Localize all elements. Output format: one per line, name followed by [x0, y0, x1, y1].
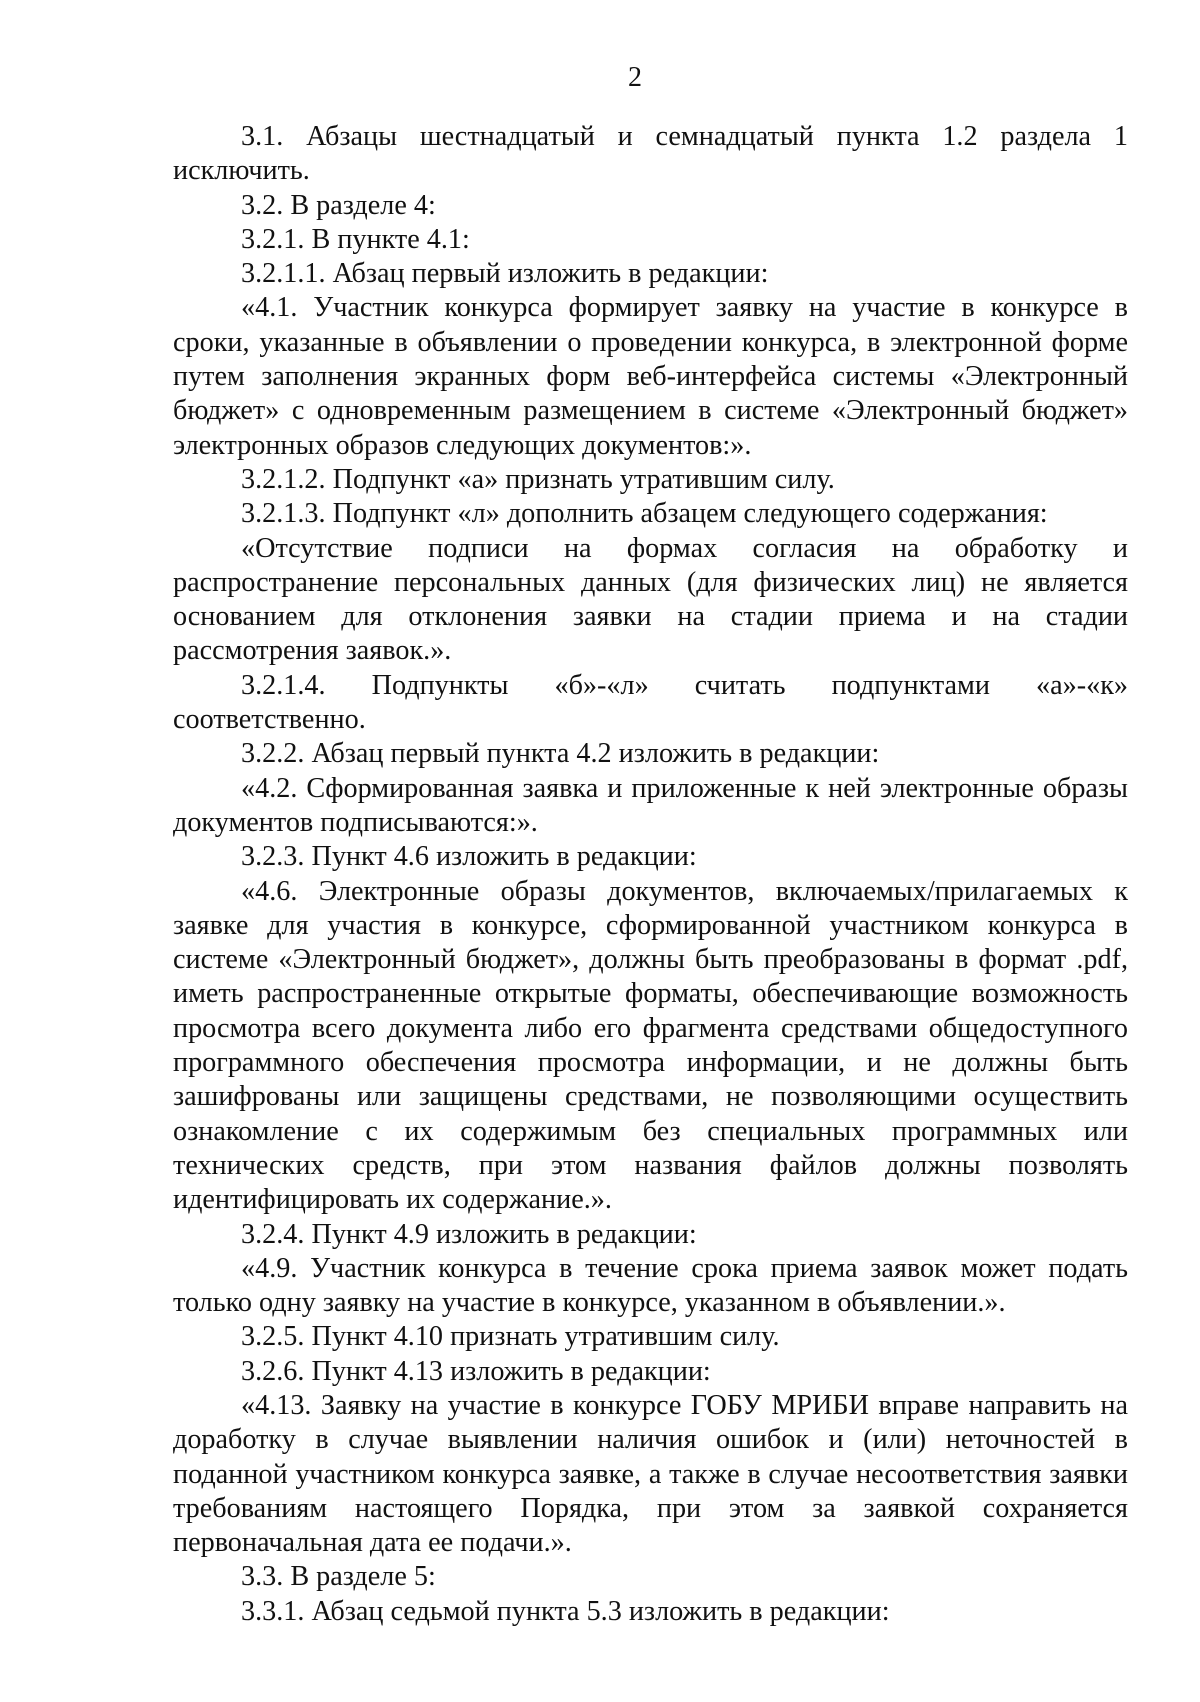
paragraph-3-2: 3.2. В разделе 4: [241, 189, 436, 221]
paragraph-3-2-1-2: 3.2.1.2. Подпункт «а» признать утратившим силу. [241, 463, 835, 495]
paragraph-3-2-5: 3.2.5. Пункт 4.10 признать утратившим силу. [241, 1321, 780, 1353]
paragraph-3-3: 3.3. В разделе 5: [241, 1561, 436, 1593]
quote-paragraph-4-1: «4.1. Участник конкурса формирует заявку на участие в конкурсе в сроки, указанные в объявлении о проведении конкурса, в электронной форме путем заполнения экранных форм веб-интерфейса системы «Электронный бюджет» с одновременным размещением в системе «Электронный бюджет» электронных образов следующих документов:». [173, 292, 1128, 461]
paragraph-3-2-1-1: 3.2.1.1. Абзац первый изложить в редакции: [241, 258, 769, 290]
paragraph-3-2-4: 3.2.4. Пункт 4.9 изложить в редакции: [241, 1218, 697, 1250]
document-body [173, 120, 1128, 1629]
quote-paragraph-4-13: «4.13. Заявку на участие в конкурсе ГОБУ МРИБИ вправе направить на доработку в случае выявлении наличия ошибок и (или) неточностей в поданной участником конкурса заявке, а также в случае несоответствия заявки требованиям настоящего Порядка, при этом за заявкой сохраняется первоначальная дата ее подачи.». [173, 1389, 1128, 1559]
paragraph-3-2-6: 3.2.6. Пункт 4.13 изложить в редакции: [241, 1355, 711, 1387]
quote-paragraph-signature: «Отсутствие подписи на формах согласия на обработку и распространение персональных данных (для физических лиц) не является основанием для отклонения заявки на стадии приема и на стадии рассмотрения заявок.». [173, 532, 1128, 667]
paragraph-3-1: 3.1. Абзацы шестнадцатый и семнадцатый пункта 1.2 раздела 1 исключить. [173, 121, 1128, 187]
paragraph-3-2-1-3: 3.2.1.3. Подпункт «л» дополнить абзацем следующего содержания: [241, 498, 1048, 530]
quote-paragraph-4-9: «4.9. Участник конкурса в течение срока приема заявок может подать только одну заявку на участие в конкурсе, указанном в объявлении.». [173, 1252, 1128, 1319]
paragraph-3-2-1: 3.2.1. В пункте 4.1: [241, 223, 470, 255]
paragraph-3-2-1-4: 3.2.1.4. Подпункты «б»-«л» считать подпунктами «а»-«к» соответственно. [173, 669, 1128, 736]
paragraph-3-3-1: 3.3.1. Абзац седьмой пункта 5.3 изложить в редакции: [241, 1595, 890, 1627]
quote-paragraph-4-6: «4.6. Электронные образы документов, включаемых/прилагаемых к заявке для участия в конкурсе, сформированной участником конкурса в системе «Электронный бюджет», должны быть преобразованы в формат .pdf, иметь распространенные открытые форматы, обеспечивающие возможность просмотра всего документа либо его фрагмента средствами общедоступного программного обеспечения просмотра информации, и не должны быть зашифрованы или защищены средствами, не позволяющими осуществить ознакомление с их содержимым без специальных программных или технических средств, при этом названия файлов должны позволять идентифицировать их содержание.». [173, 875, 1128, 1216]
paragraph-3-2-3: 3.2.3. Пункт 4.6 изложить в редакции: [241, 841, 697, 873]
quote-paragraph-4-2: «4.2. Сформированная заявка и приложенные к ней электронные образы документов подписываются:». [173, 772, 1128, 838]
page-number: 2 [628, 62, 642, 93]
paragraph-3-2-2: 3.2.2. Абзац первый пункта 4.2 изложить в редакции: [241, 738, 880, 770]
